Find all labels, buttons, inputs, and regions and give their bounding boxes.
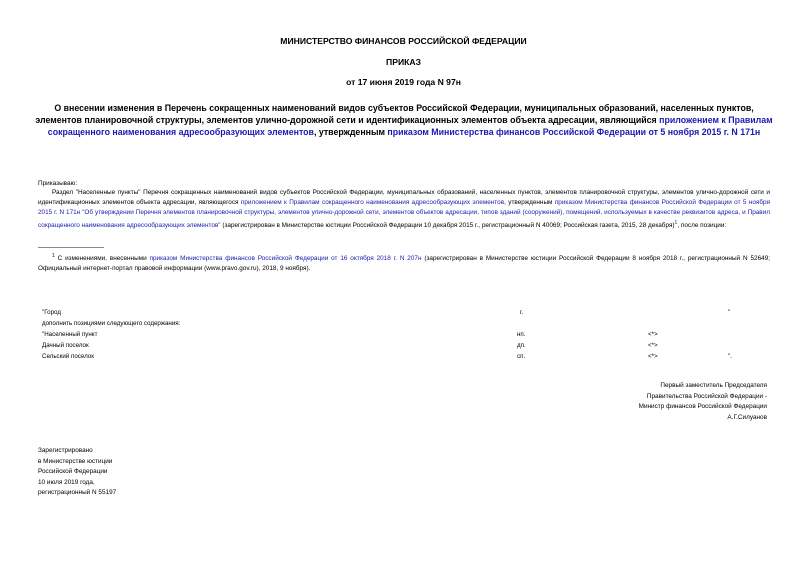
registration-block [38, 446, 116, 499]
row-end: " [728, 309, 731, 316]
title-text-1: О внесении изменения в Перечень сокращенных наименований видов субъектов Российской Федерации, муниципальных образований, населенных пунктов, элементов планировочной структуры, элементов улично-дорожной сети и идентификационных элементов объекта адресации, являющийся [35, 103, 754, 125]
row-name: Дачный поселок [42, 342, 89, 349]
paragraph-text-3: (зарегистрирован в Министерстве юстиции Российской Федерации 10 декабря 2015 г., регистрационный N 40069; Российская газета, 2015, 28 декабря) [220, 222, 675, 230]
signature-block [639, 381, 767, 423]
row-name: Сельский поселок [42, 353, 94, 360]
row-abbr: дп. [517, 342, 526, 349]
row-mark: <*> [648, 331, 658, 338]
row-abbr: нп. [517, 331, 526, 338]
footnote-divider [38, 247, 104, 248]
registration-line-3: Российской Федерации [38, 468, 108, 475]
title-link-rules[interactable]: приложением к Правилам сокращенного наименования адресообразующих элементов [47, 115, 773, 137]
ministry-heading: МИНИСТЕРСТВО ФИНАНСОВ РОССИЙСКОЙ ФЕДЕРАЦИИ [280, 36, 527, 46]
row-name: дополнить позициями следующего содержания: [42, 320, 181, 327]
order-word: Приказываю: [38, 180, 78, 187]
row-name: "Город [42, 309, 61, 316]
paragraph-text-2: , утвержденным [504, 199, 555, 206]
paragraph-text-4: , после позиции: [677, 222, 727, 230]
footnote-text-2: (зарегистрирован в Министерстве юстиции Российской Федерации 8 ноября 2018 г., регистрационный N 52649; Официальный интернет-портал правовой информации (www.pravo.gov.ru), 2018, 9 ноября). [38, 255, 771, 273]
table-row [0, 342, 807, 352]
signature-line-1: Первый заместитель Председателя [660, 382, 767, 389]
paragraph-link-order-171n[interactable]: приказом Министерства финансов Российской Федерации от 5 ноября 2015 г. N 171н "Об утверждении Перечня элементов планировочной структуры, элементов улично-дорожной сети, элементов объектов адресации, типов зданий (сооружений), помещений, используемых в качестве реквизитов адреса, и Правил сокращенного наименования адресообразующих элементов" [38, 199, 770, 230]
title-link-order-171n[interactable]: приказом Министерства финансов Российской Федерации от 5 ноября 2015 г. N 171н [387, 127, 761, 137]
signature-line-2: Правительства Российской Федерации - [646, 392, 767, 400]
row-end: ". [728, 353, 732, 360]
paragraph-link-rules[interactable]: приложением к Правилам сокращенного наименования адресообразующих элементов [240, 199, 505, 206]
main-paragraph [38, 188, 770, 231]
table-row [0, 353, 807, 363]
registration-line-4: 10 июля 2019 года, [38, 478, 95, 486]
row-mark: <*> [648, 353, 658, 360]
registration-line-1: Зарегистрировано [38, 447, 93, 454]
paragraph-text-1: Раздел "Населенные пункты" Перечня сокращенных наименований видов субъектов Российской Федерации, муниципальных образований, населенных пунктов, элементов планировочной структуры, элементов улично-дорожной сети и идентификационных элементов объекта адресации, являющегося [38, 189, 770, 206]
order-title [34, 102, 774, 138]
registration-line-2: в Министерстве юстиции [38, 457, 113, 465]
doc-type-heading: ПРИКАЗ [386, 57, 421, 67]
footnote-text-1: С изменениями, внесенными [57, 255, 150, 263]
footnote [38, 251, 770, 274]
signature-name: А.Г.Силуанов [727, 413, 767, 421]
title-text-2: , утвержденным [313, 127, 388, 137]
footnote-mark: 1 [52, 253, 55, 259]
footnote-reference[interactable]: 1 [674, 220, 678, 226]
row-mark: <*> [648, 342, 658, 349]
row-name: "Населенный пункт [42, 331, 98, 338]
date-number-heading: от 17 июня 2019 года N 97н [346, 77, 461, 87]
registration-line-5: регистрационный N 55197 [38, 489, 117, 496]
row-abbr: сп. [517, 353, 526, 360]
footnote-link-order-207n[interactable]: приказом Министерства финансов Российской Федерации от 16 октября 2018 г. N 207н [149, 255, 422, 263]
table-row [0, 320, 807, 330]
table-row [0, 331, 807, 341]
row-abbr: г. [520, 309, 524, 316]
signature-line-3: Министр финансов Российской Федерации [638, 403, 767, 410]
table-row [0, 309, 807, 319]
